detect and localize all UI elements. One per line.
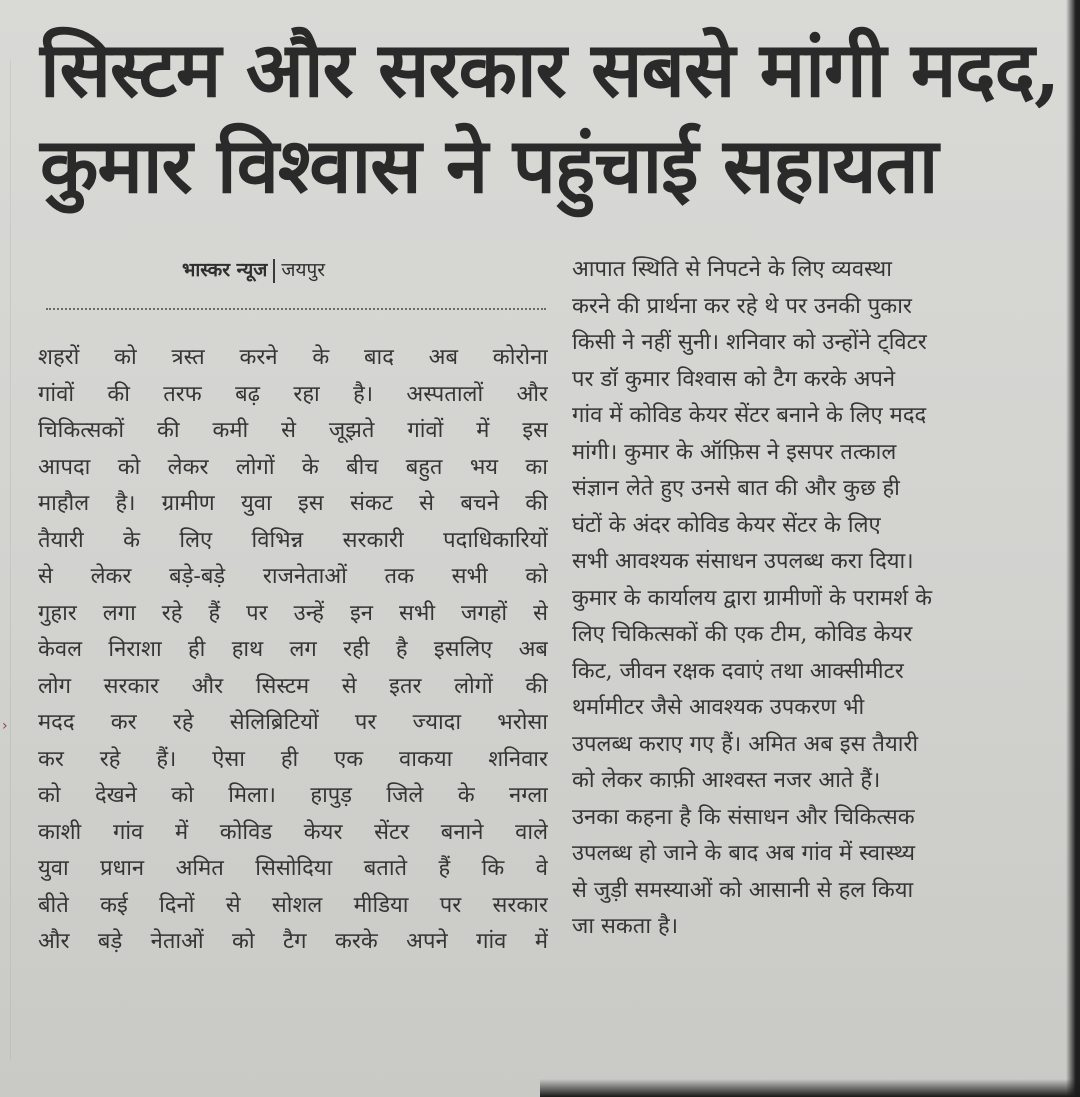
text-line: लोग सरकार और सिस्टम से इतर लोगों की <box>38 673 548 699</box>
text-line: उपलब्ध हो जाने के बाद अब गांव में स्वास्थ्य <box>572 841 916 866</box>
text-line: थर्मामीटर जैसे आवश्यक उपकरण भी <box>572 695 865 720</box>
text-line: संज्ञान लेते हुए उनसे बात की और कुछ ही <box>572 476 900 501</box>
text-line: को लेकर काफ़ी आश्वस्त नजर आते हैं। <box>572 768 881 793</box>
text-line: काशी गांव में कोविड केयर सेंटर बनाने वाले <box>38 819 548 845</box>
text-line: जा सकता है। <box>572 914 679 939</box>
text-line: उपलब्ध कराए गए हैं। अमित अब इस तैयारी <box>572 731 919 757</box>
text-line: को देखने को मिला। हापुड़ जिले के नग्ला <box>38 783 548 808</box>
article-column-right <box>572 252 1072 946</box>
byline <box>182 256 325 283</box>
page-fold-shadow <box>10 60 11 1060</box>
text-line: आपात स्थिति से निपटने के लिए व्यवस्था <box>572 257 892 282</box>
text-line: गांवों की तरफ बढ़ रहा है। अस्पतालों और <box>38 381 548 407</box>
text-line: युवा प्रधान अमित सिसोदिया बताते हैं कि वे <box>38 856 548 881</box>
headline-line-2: कुमार विश्वास ने पहुंचाई सहायता <box>40 121 938 210</box>
byline-divider <box>273 259 275 283</box>
text-line: से लेकर बड़े-बड़े राजनेताओं तक सभी को <box>38 564 548 589</box>
text-line: पर डॉ कुमार विश्वास को टैग करके अपने <box>572 366 896 392</box>
text-line: आपदा को लेकर लोगों के बीच बहुत भय का <box>38 454 548 480</box>
photo-edge-shadow-right <box>1066 0 1080 1097</box>
text-line: चिकित्सकों की कमी से जूझते गांवों में इस <box>38 418 548 443</box>
text-line: तैयारी के लिए विभिन्न सरकारी पदाधिकारियों <box>38 527 548 553</box>
byline-city: जयपुर <box>281 259 326 281</box>
text-line: उनका कहना है कि संसाधन और चिकित्सक <box>572 804 915 830</box>
text-line: शहरों को त्रस्त करने के बाद अब कोरोना <box>38 345 548 370</box>
dotted-divider <box>46 308 546 310</box>
photo-edge-shadow-bottom <box>540 1079 1080 1097</box>
article-column-left <box>38 340 548 961</box>
byline-source: भास्कर न्यूज <box>182 259 268 281</box>
text-line: लिए चिकित्सकों की एक टीम, कोविड केयर <box>572 622 913 647</box>
text-line: किसी ने नहीं सुनी। शनिवार को उन्होंने ट्विटर <box>572 330 927 355</box>
headline-line-1: सिस्टम और सरकार सबसे मांगी मदद, <box>40 25 1060 114</box>
text-line: कुमार के कार्यालय द्वारा ग्रामीणों के परामर्श के <box>572 585 933 611</box>
text-line: मांगी। कुमार के ऑफ़िस ने इसपर तत्काल <box>572 439 897 465</box>
text-line: माहौल है। ग्रामीण युवा इस संकट से बचने की <box>38 491 548 516</box>
margin-tick-mark: › <box>2 718 8 734</box>
text-line: करने की प्रार्थना कर रहे थे पर उनकी पुकार <box>572 293 912 319</box>
text-line: और बड़े नेताओं को टैग करके अपने गांव में <box>38 929 548 954</box>
text-line: गुहार लगा रहे हैं पर उन्हें इन सभी जगहों से <box>38 600 548 626</box>
text-line: मदद कर रहे सेलिब्रिटियों पर ज्यादा भरोसा <box>38 710 548 735</box>
text-line: किट, जीवन रक्षक दवाएं तथा आक्सीमीटर <box>572 658 904 684</box>
text-line: कर रहे हैं। ऐसा ही एक वाकया शनिवार <box>38 746 548 772</box>
text-line: सभी आवश्यक संसाधन उपलब्ध करा दिया। <box>572 549 914 574</box>
headline <box>40 22 1060 214</box>
text-line: केवल निराशा ही हाथ लग रही है इसलिए अब <box>38 637 548 662</box>
text-line: बीते कई दिनों से सोशल मीडिया पर सरकार <box>38 892 548 918</box>
text-line: से जुड़ी समस्याओं को आसानी से हल किया <box>572 877 914 903</box>
text-line: घंटों के अंदर कोविड केयर सेंटर के लिए <box>572 512 881 538</box>
text-line: गांव में कोविड केयर सेंटर बनाने के लिए मदद <box>572 403 927 428</box>
